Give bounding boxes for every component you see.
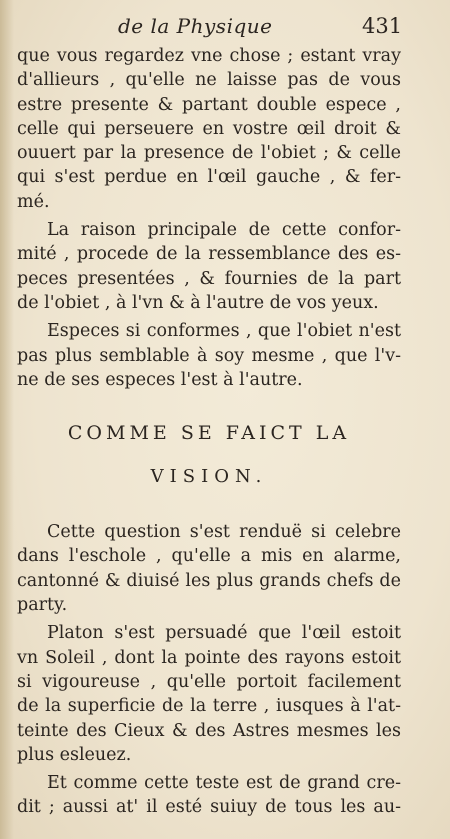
paragraph-4: [17, 520, 401, 617]
paragraph-5: [17, 621, 401, 767]
paragraph-6: [17, 771, 401, 820]
text-line: party.: [17, 595, 68, 616]
text-line: d'allieurs , qu'elle ne laisse pas de vous: [17, 70, 401, 91]
text-line: La raison principale de cette confor-: [47, 220, 401, 241]
text-line: si vigoureuse , qu'elle portoit facilement: [17, 671, 401, 692]
text-line: Especes si conformes , que l'obiet n'est: [47, 321, 401, 342]
section-heading-line-1: COMME SE FAICT LA: [67, 422, 351, 445]
text-line: Cette question s'est renduë si celebre: [47, 522, 401, 543]
text-line: mité , procede de la ressemblance des es-: [17, 244, 401, 265]
text-line: Platon s'est persuadé que l'œil estoit: [47, 623, 401, 644]
text-line: ne de ses especes l'est à l'autre.: [17, 369, 303, 390]
text-line: pas plus semblable à soy mesme , que l'v-: [17, 345, 401, 366]
text-line: Et comme cette teste est de grand cre-: [47, 773, 401, 794]
text-line: cantonné & diuisé les plus grands chefs de: [17, 570, 401, 591]
text-line: celle qui perseuere en vostre œil droit &: [17, 118, 401, 139]
paragraph-2: [17, 218, 401, 315]
page-gutter-shadow: [0, 0, 14, 839]
text-line: teinte des Cieux & des Astres mesmes les: [17, 720, 401, 741]
section-heading-line-2: VISION.: [150, 466, 268, 488]
running-head: de la Physique: [118, 14, 273, 38]
text-line: de l'obiet , à l'vn & à l'autre de vos yeux.: [17, 292, 379, 313]
text-line: peces presentées , & fournies de la part: [17, 268, 401, 289]
text-line: dit ; aussi at' il esté suiuy de tous les au-: [17, 797, 401, 818]
text-line: de la superficie de la terre , iusques à l'at-: [17, 696, 401, 717]
text-line: mé.: [17, 191, 50, 212]
paragraph-3: [17, 319, 401, 392]
text-line: estre presente & partant double espece ,: [17, 94, 401, 115]
text-line: ouuert par la presence de l'obiet ; & celle: [17, 143, 401, 164]
paragraph-1: [17, 44, 401, 214]
text-line: vn Soleil , dont la pointe des rayons estoit: [17, 647, 401, 668]
page-body: [17, 44, 401, 820]
text-line: plus esleuez.: [17, 744, 132, 765]
page-number: 431: [362, 14, 403, 38]
text-line: dans l'eschole , qu'elle a mis en alarme,: [17, 546, 401, 567]
text-line: que vous regardez vne chose ; estant vray: [17, 46, 401, 66]
text-line: qui s'est perdue en l'œil gauche , & fer-: [17, 167, 401, 188]
page-header: [0, 14, 450, 44]
